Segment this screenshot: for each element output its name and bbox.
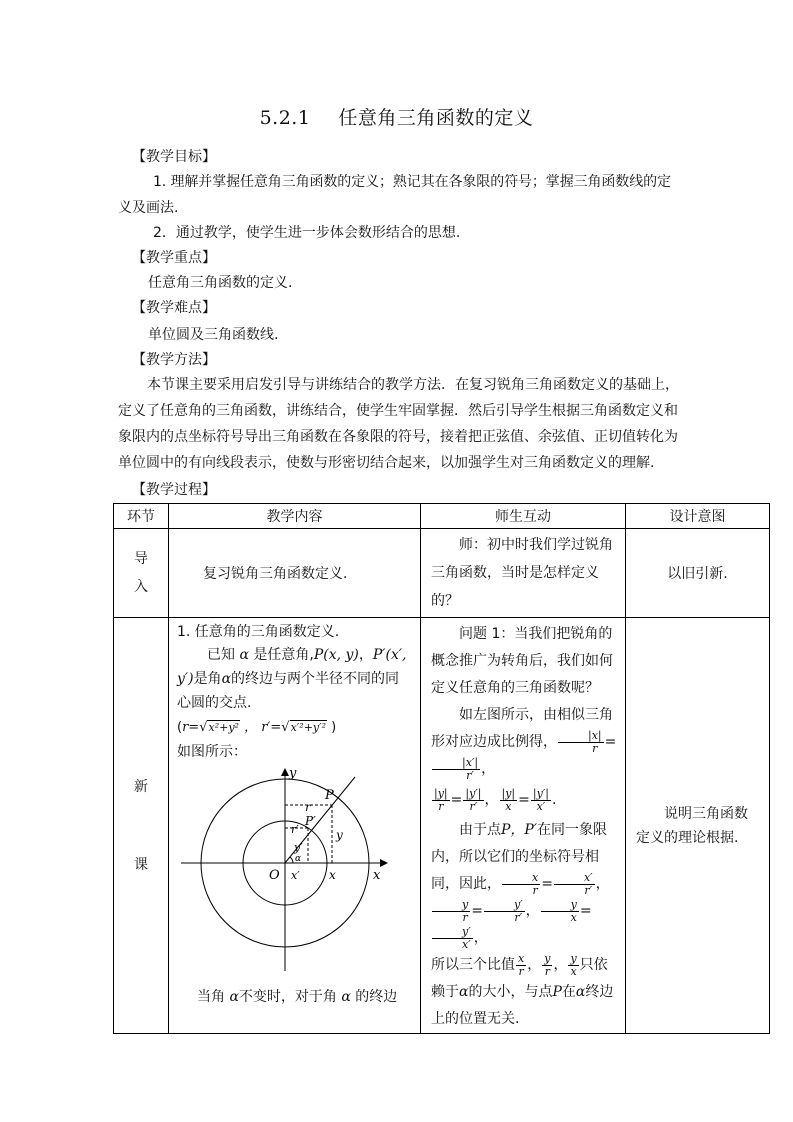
point-p: P(x, y) <box>313 647 359 663</box>
fraction: $\frac{y}{r}$ <box>544 951 551 978</box>
label-point-p: P <box>325 788 334 803</box>
label-point-p-prime: P′ <box>305 814 316 828</box>
table-row-new-lesson <box>114 618 770 1034</box>
fraction: $\frac{|y'|}{r'}$ <box>465 786 482 813</box>
table-header-row <box>114 504 770 529</box>
point-p: P <box>552 984 562 1000</box>
fraction: $\frac{y}{r}$ <box>432 899 470 924</box>
bottom-mid: 不变时，对于角 <box>238 989 337 1005</box>
stage-intro <box>114 529 169 618</box>
conclusion-mid-3: 在 <box>561 984 576 1000</box>
new-lesson-intent: 说明三角函数定义的理论根据. <box>626 618 770 1034</box>
lesson-process-table <box>113 503 770 1034</box>
points-p-p-prime: P，P′ <box>501 822 538 838</box>
header-interaction: 师生互动 <box>421 504 626 529</box>
method-text: 本节课主要采用启发引导与讲练结合的教学方法．在复习锐角三角函数定义的基础上，定义了任意角的三角函数，讲练结合，使学生牢固掌握．然后引导学生根据三角函数定义和象限内的点坐标符号导出三角函数在各象限的符号，接着把正弦值、余弦值、正切值转化为单位圆中的有向线段表示，使数与形密切结合起来，以加强学生对三角函数定义的理解. <box>118 377 679 471</box>
alpha-symbol: α <box>239 647 249 663</box>
stage-char: 课 <box>134 856 148 873</box>
point-p-prime-y: y′) <box>177 671 194 687</box>
r-def-open: ( <box>177 720 183 735</box>
fraction: $\frac{x}{r}$ <box>518 951 525 978</box>
r-def-radicand: x²+y² <box>208 721 239 734</box>
comma: ， <box>595 876 610 892</box>
equals: = <box>541 876 553 892</box>
fraction: $\frac{y}{x}$ <box>570 951 577 978</box>
fraction: $\frac{|x'|}{r'}$ <box>432 757 480 782</box>
table-row-intro <box>114 529 770 618</box>
label-origin: O <box>269 868 280 883</box>
key-text: 任意角三角函数的定义. <box>148 275 293 291</box>
header-content: 教学内容 <box>169 504 421 529</box>
fraction: $\frac{|x|}{r}$ <box>558 730 604 755</box>
fraction: $\frac{x}{r}$ <box>502 872 540 897</box>
conclusion-prefix: 所以三个比值 <box>431 957 515 973</box>
goal-1-line-1: 1. 理解并掌握任意角三角函数的定义；熟记其在各象限的符号；掌握三角函数线的定 <box>153 174 671 190</box>
conclusion-suffix: 终边上的位置无关. <box>431 984 614 1027</box>
key-heading: 【教学重点】 <box>132 250 216 266</box>
equals: = <box>579 903 592 919</box>
r-def-close: ) <box>327 720 337 735</box>
goal-2: 2．通过教学，使学生进一步体会数形结合的思想. <box>153 225 461 241</box>
given-tail: 的终边与两个半径不同的同心圆的交点. <box>177 671 400 711</box>
question-1: 问题 1：当我们把锐角的概念推广为转角后，我们如何定义任意角的三角函数呢？ <box>431 626 613 696</box>
fraction: $\frac{|y|}{r}$ <box>434 786 448 813</box>
bottom-suffix: 的终边 <box>355 989 398 1005</box>
bottom-prefix: 当角 <box>197 989 225 1005</box>
goal-1-line-2: 义及画法. <box>118 200 179 216</box>
period: . <box>552 792 557 808</box>
equals: = <box>518 792 530 808</box>
concentric-circle-diagram <box>177 767 413 979</box>
as-shown: 如图所示： <box>177 744 247 760</box>
new-lesson-content: 1. 任意角的三角函数定义. 已知 α 是任意角,P(x, y)，P′(x′, y′)是角α的终边与两个半径不同的同心圆的交点. (r=√x²+y² ， r′=√x′²+y′² ) 如图所示： y x O P P′ r r′ y y′ x x′ α 当角 α不变时，对于角 α 的终边 <box>169 618 421 1034</box>
comma: ， <box>527 957 542 973</box>
stage-char: 导 <box>134 551 148 567</box>
alpha-symbol: α <box>229 989 239 1005</box>
comma: ， <box>553 957 568 973</box>
conclusion-mid: 只依赖于 <box>431 957 608 1000</box>
conclusion-mid-2: 的大小，与点 <box>468 984 553 1000</box>
given-prefix: 已知 <box>207 647 235 663</box>
label-r: r <box>305 800 311 814</box>
r-def-mid: ， r′= <box>239 720 282 735</box>
difficult-text: 单位圆及三角函数线. <box>148 327 279 343</box>
method-heading: 【教学方法】 <box>132 352 216 368</box>
point-p-prime: P′(x′, <box>372 647 407 663</box>
fraction: $\frac{|y|}{x}$ <box>501 786 516 813</box>
angle-arc <box>290 857 293 863</box>
new-lesson-interaction <box>421 618 626 1034</box>
label-y: y <box>336 828 343 842</box>
comma: ， <box>481 761 496 777</box>
fraction: $\frac{y'}{r'}$ <box>484 899 525 924</box>
given-mid: 是任意角, <box>253 647 314 663</box>
header-stage: 环节 <box>114 504 169 529</box>
quadrant-text-prefix: 由于点 <box>459 822 501 838</box>
r-def-lhs: r= <box>182 720 200 735</box>
fraction: $\frac{|y'|}{x'}$ <box>532 786 549 813</box>
bottom-line <box>197 986 397 1008</box>
label-x-axis: x <box>373 868 381 883</box>
fraction: $\frac{y}{x}$ <box>541 899 579 924</box>
stage-char: 入 <box>134 579 148 595</box>
section-number: 5.2.1 <box>259 107 311 129</box>
comma: ， <box>484 792 499 808</box>
comma: ， <box>525 903 540 919</box>
fraction: $\frac{x'}{r'}$ <box>554 872 595 897</box>
given-suffix: 是角 <box>193 671 222 687</box>
intro-content: 复习锐角三角函数定义. <box>169 529 421 618</box>
equals: = <box>471 903 483 919</box>
header-intent: 设计意图 <box>626 504 770 529</box>
label-r-prime: r′ <box>291 823 299 836</box>
comma: ， <box>473 930 488 946</box>
alpha-symbol: α <box>575 984 586 1000</box>
stage-new <box>114 618 169 1034</box>
label-y-axis: y <box>289 767 297 781</box>
goals-heading: 【教学目标】 <box>132 149 216 165</box>
alpha-symbol: α <box>459 984 469 1000</box>
label-y-prime: y′ <box>294 841 303 854</box>
quadrant-text-mid: 在同一象限内，所以它们的坐标符号相同，因此， <box>431 822 608 892</box>
equals: = <box>450 792 463 808</box>
equals: = <box>604 734 617 750</box>
intro-intent: 以旧引新. <box>626 529 770 618</box>
separator: ， <box>358 647 373 663</box>
section-title: 任意角三角函数的定义 <box>338 107 534 129</box>
stage-char: 新 <box>134 778 148 795</box>
label-x: x <box>329 868 336 882</box>
item-title: 1. 任意角的三角函数定义. <box>177 624 340 640</box>
difficult-heading: 【教学难点】 <box>132 300 216 316</box>
fraction: $\frac{y'}{x'}$ <box>432 926 473 951</box>
alpha-symbol: α <box>341 989 351 1005</box>
intro-interaction: 师：初中时我们学过锐角三角函数，当时是怎样定义的？ <box>421 529 626 618</box>
alpha-symbol: α <box>221 671 232 687</box>
r-def-radicand-2: x′²+y′² <box>290 721 327 734</box>
process-heading: 【教学过程】 <box>132 482 216 498</box>
page-title <box>0 103 793 130</box>
label-alpha: α <box>295 854 302 864</box>
similar-triangles-text: 如左图所示，由相似三角形对应边成比例得， <box>431 707 613 750</box>
label-x-prime: x′ <box>291 869 300 882</box>
